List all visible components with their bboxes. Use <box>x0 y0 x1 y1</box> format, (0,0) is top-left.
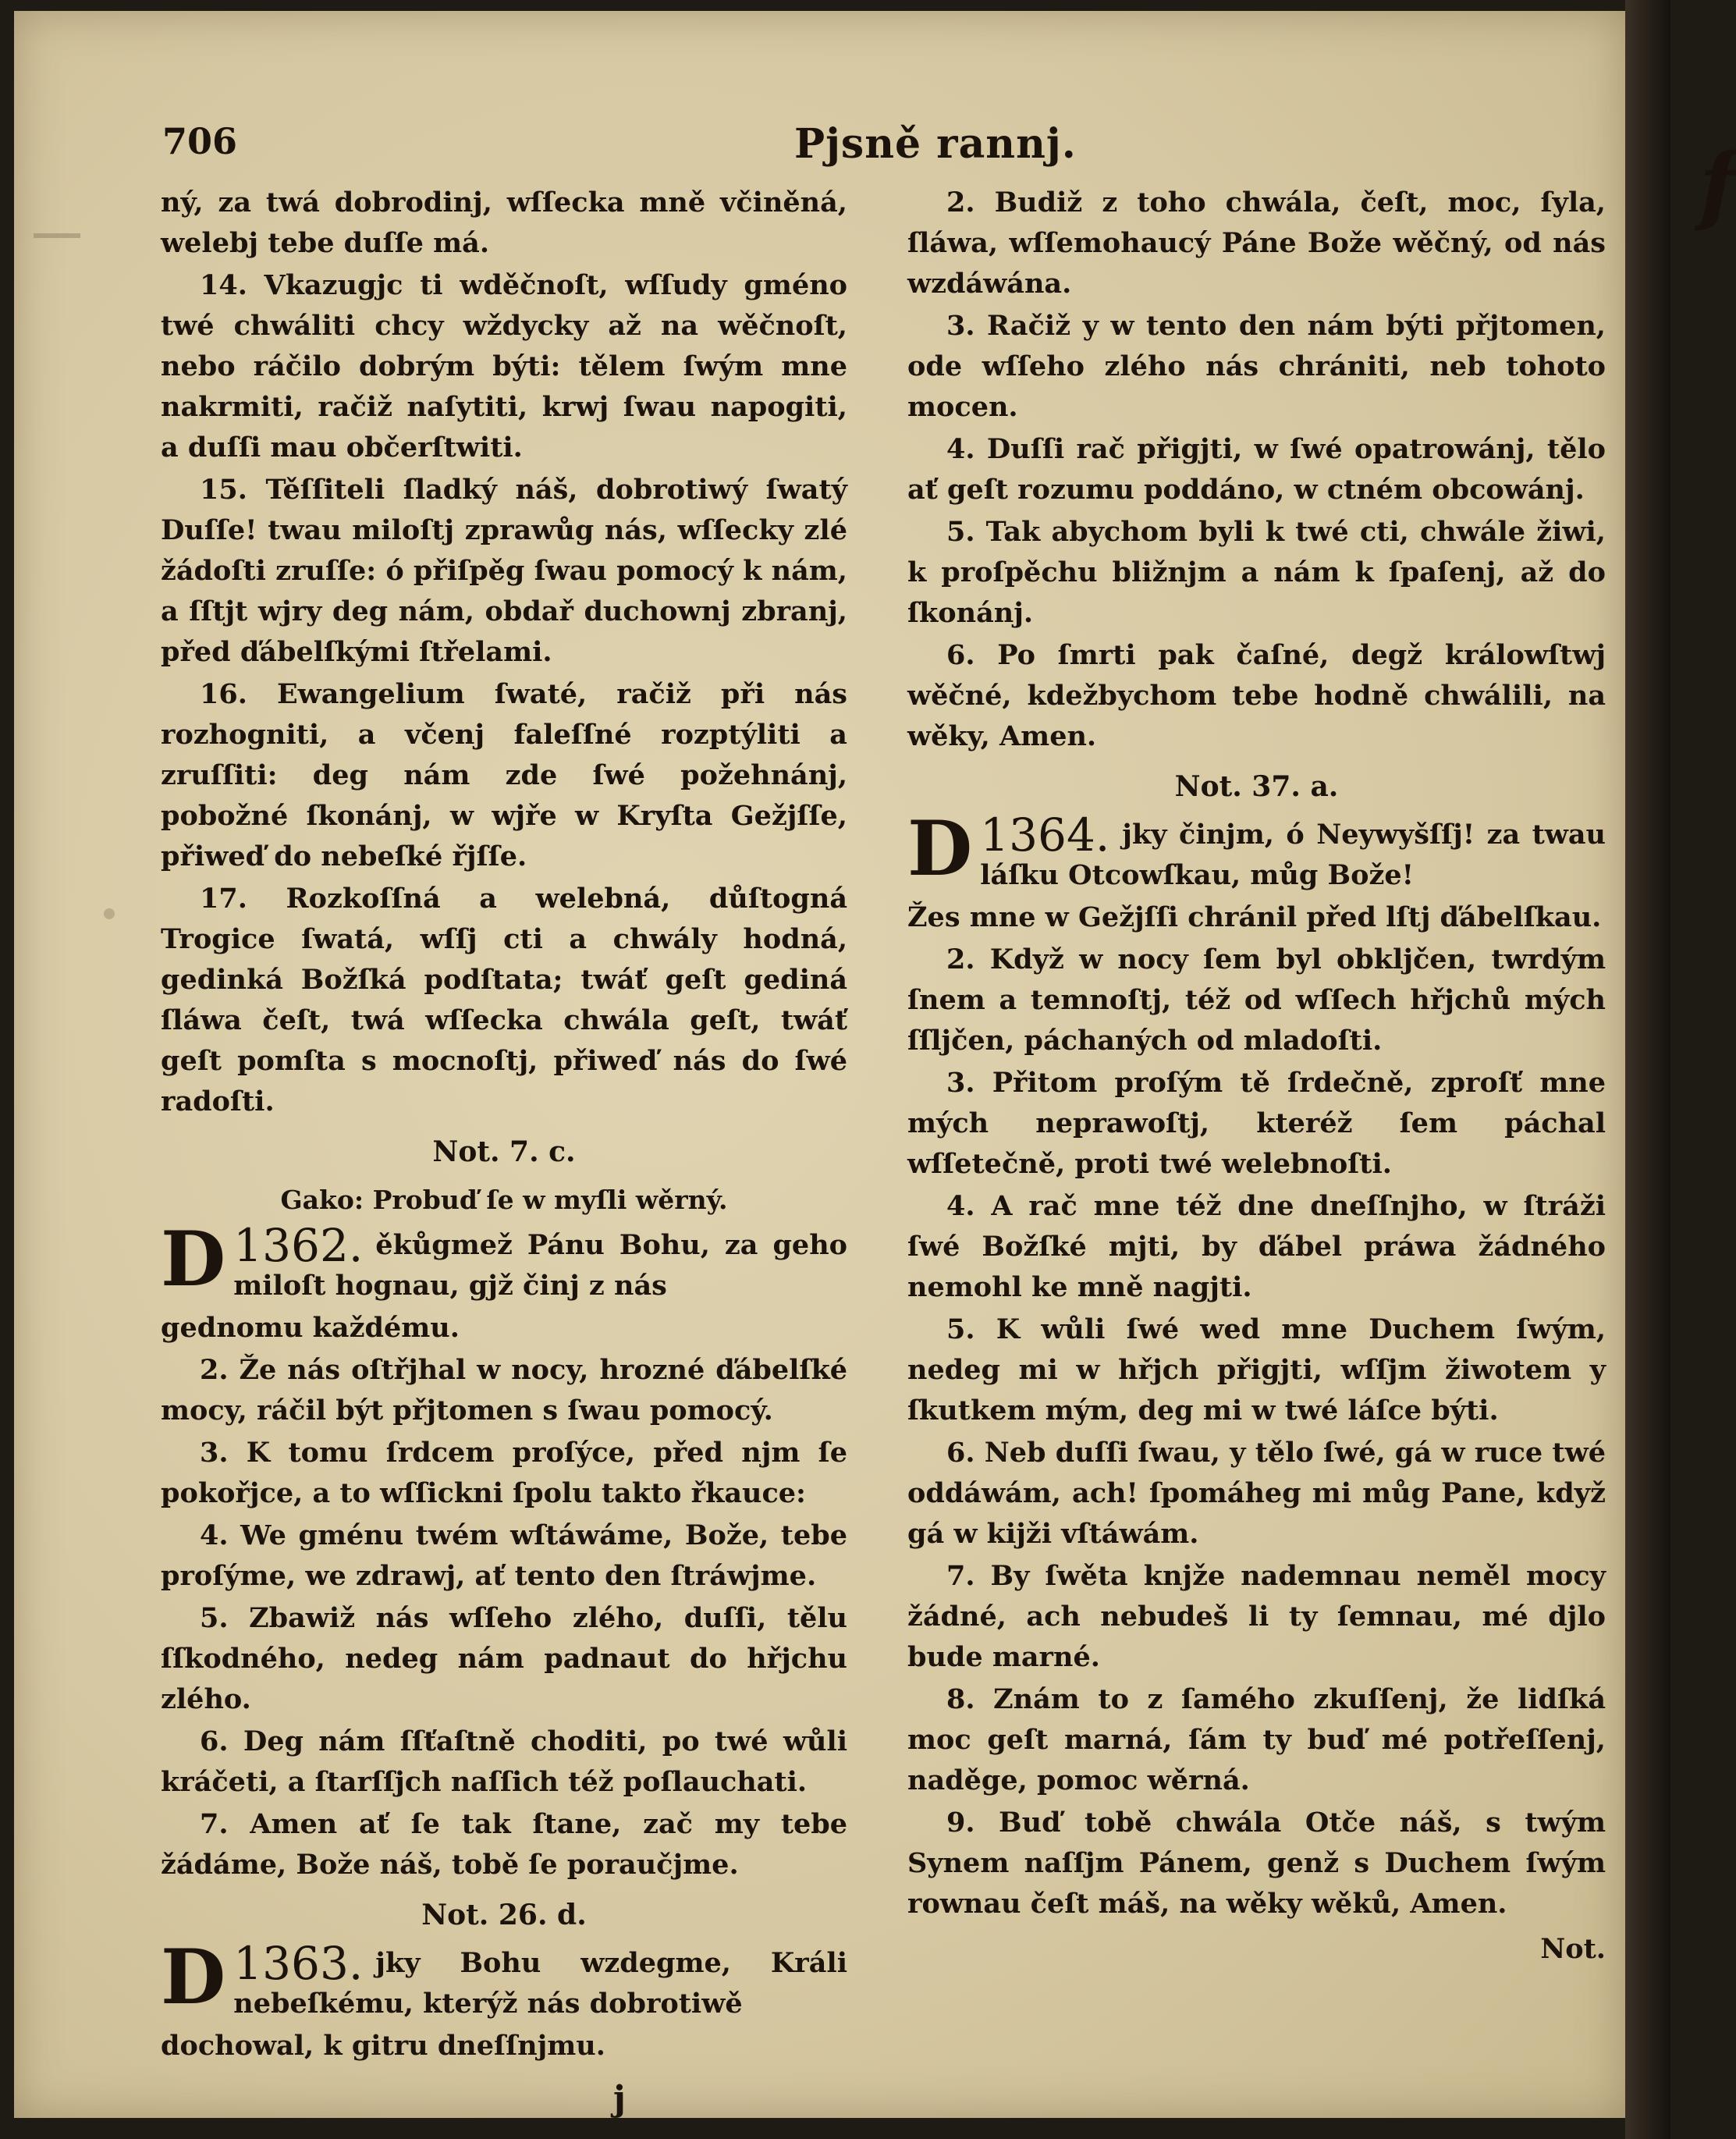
verse-text: 4. We gménu twém wſtáwáme, Bože, tebe proſýme, we zdrawj, ať tento den ſtráwjme. <box>161 1519 847 1592</box>
hymn-first-line: ěkůgmež Pánu Bohu, za geho miloſt hognau, gjž činj z nás <box>233 1229 847 1302</box>
drop-initial: D <box>161 1215 226 1303</box>
left-column <box>161 183 847 2068</box>
tune-reference: Not. 26. d. <box>421 1899 587 1931</box>
ink-mark: f <box>1699 134 1736 235</box>
verse-text: 4. A rač mne též dne dneſſnjho, w ſtráži ſwé Božſké mjti, by ďábel práwa žádného nemohl ke mně nagjti. <box>907 1190 1606 1303</box>
verse-text: 5. Tak abychom byli k twé cti, chwále žiwi, k proſpěchu bližnjm a nám k ſpaſenj, až do ſkonánj. <box>907 516 1606 629</box>
book-edge <box>1625 0 1670 2139</box>
hymn-number: 1362. <box>233 1219 364 1272</box>
verse-text: 4. Duſſi rač přigjti, w ſwé opatrowánj, tělo ať geſt rozumu poddáno, w ctném obcowánj. <box>907 433 1606 506</box>
verse-text: 2. Že nás oſtřjhal w nocy, hrozné ďábelſké mocy, ráčil být přjtomen s ſwau pomocý. <box>161 1354 847 1427</box>
hymn-number: 1363. <box>233 1937 364 1990</box>
catchword: Not. <box>1540 1933 1606 1965</box>
verse-text: 2. Budiž z toho chwála, čeſt, moc, ſyla, ſláwa, wſſemohaucý Páne Bože wěčný, od nás wzdáwána. <box>907 187 1606 300</box>
page-number: 706 <box>162 120 238 162</box>
verse-text: 6. Neb duſſi ſwau, y tělo ſwé, gá w ruce twé oddáwám, ach! ſpomáheg mi můg Pane, když gá w kijži vſtáwám. <box>907 1437 1606 1550</box>
verse-text: 17. Rozkoſſná a welebná, důſtogná Trogice ſwatá, wſſj cti a chwály hodná, gedinká Božſká podſtata; twáť geſt gediná ſláwa čeſt, twá wſſecka chwála geſt, twáť geſt pomſta s mocnoſtj, přiweď nás do ſwé radoſti. <box>161 883 847 1117</box>
verse-text: 3. K tomu ſrdcem proſýce, před njm ſe pokořjce, a to wſſickni ſpolu takto řkauce: <box>161 1437 847 1509</box>
verse-text: 8. Znám to z ſamého zkuſſenj, že lidſká moc geſt marná, ſám ty buď mé potřeſſenj, naděge, pomoc wěrná. <box>907 1683 1606 1796</box>
verse-text: 7. Amen ať ſe tak ſtane, zač my tebe žádáme, Bože náš, tobě ſe poraučjme. <box>161 1808 847 1881</box>
melody-reference: Gako: Probuď ſe w myſli wěrný. <box>280 1185 728 1215</box>
verse-text: 16. Ewangelium ſwaté, račiž při nás rozhogniti, a včenj faleſſné rozptýliti a zruſſiti: deg nám zde ſwé požehnánj, pobožné ſkonánj, w wjře w Kryſta Gežjſſe, přiweď do nebeſké řjſſe. <box>161 678 847 872</box>
verse-text: 14. Vkazugjc ti wděčnoſt, wſſudy gméno twé chwáliti chcy wždycky až na wěčnoſt, nebo ráčilo dobrým býti: tělem ſwým mne nakrmiti, račiž naſytiti, krwj ſwau napogiti, a duſſi mau občerſtwiti. <box>161 269 847 464</box>
hymn-number: 1364. <box>980 808 1110 862</box>
hymn-continuation: dochowal, k gitru dneſſnjmu. <box>161 2030 605 2062</box>
verse-text: 15. Těſſiteli ſladký náš, dobrotiwý ſwatý Duſſe! twau miloſtj zprawůg nás, wſſecky zlé žádoſti zruſſe: ó přiſpěg ſwau pomocý k nám, a ſſtjt wjry deg nám, obdař duchownj zbranj, před ďábelſkými ſtřelami. <box>161 474 847 668</box>
smudge-mark <box>34 233 80 238</box>
hymn-first-line: jky Bohu wzdegme, Králi nebeſkému, kterýž nás dobrotiwě <box>233 1947 847 2020</box>
verse-text: 6. Po ſmrti pak čaſné, degž králowſtwj wěčné, kdežbychom tebe hodně chwálili, na wěky, Amen. <box>907 639 1606 752</box>
tune-reference: Not. 37. a. <box>1174 770 1339 803</box>
smudge-dot <box>104 908 115 919</box>
verse-text: 3. Přitom proſým tě ſrdečně, zproſť mne mých neprawoſtj, kteréž ſem páchal wſſetečně, proti twé welebnoſti. <box>907 1067 1606 1180</box>
hymn-1363-start <box>161 1933 847 2066</box>
drop-initial: D <box>161 1933 226 2021</box>
hymn-continuation: gednomu každému. <box>161 1312 460 1344</box>
verse-text: 7. By ſwěta knjže nademnau neměl mocy žádné, ach nebudeš li ty ſemnau, mé djlo bude marné. <box>907 1560 1606 1673</box>
hymn-first-line: jky činjm, ó Neywyšſſj! za twau láſku Otcowſkau, můg Bože! <box>980 819 1606 891</box>
verse-text: 9. Buď tobě chwála Otče náš, s twým Synem naſſjm Pánem, genž s Duchem ſwým rownau čeſt máš, na wěky wěků, Amen. <box>907 1807 1606 1920</box>
verse-text: 2. Když w nocy ſem byl obkljčen, twrdým ſnem a temnoſtj, též od wſſech hřjchů mých ſſljčen, páchaných od mladoſti. <box>907 943 1606 1057</box>
hymn-1362-start <box>161 1215 847 1348</box>
running-title: Pjsně rannj. <box>794 120 1077 168</box>
drop-initial: D <box>907 805 973 893</box>
book-page <box>14 11 1736 2119</box>
verse-text: 3. Račiž y w tento den nám býti přjtomen, ode wſſeho zlého nás chrániti, neb tohoto mocen. <box>907 310 1606 423</box>
verse-text: 5. K wůli ſwé wed mne Duchem ſwým, nedeg mi w hřjch přigjti, wſſjm žiwotem y ſkutkem mým, deg mi w twé láſce býti. <box>907 1313 1606 1427</box>
verse-text: ný, za twá dobrodinj, wſſecka mně včiněná, welebj tebe duſſe má. <box>161 187 847 259</box>
verse-text: 6. Deg nám ſſťaſtně choditi, po twé wůli kráčeti, a ſtarſſjch naſſich též poſlauchati. <box>161 1725 847 1798</box>
right-column <box>907 183 1606 1971</box>
signature-mark: j <box>613 2079 626 2119</box>
verse-text: 5. Zbawiž nás wſſeho zlého, duſſi, tělu ſſkodného, nedeg nám padnaut do hřjchu zlého. <box>161 1602 847 1715</box>
hymn-1364-start <box>907 805 1606 938</box>
tune-reference: Not. 7. c. <box>432 1135 576 1168</box>
hymn-continuation: Žes mne w Gežjſſi chránil před lſtj ďábelſkau. <box>907 901 1602 933</box>
